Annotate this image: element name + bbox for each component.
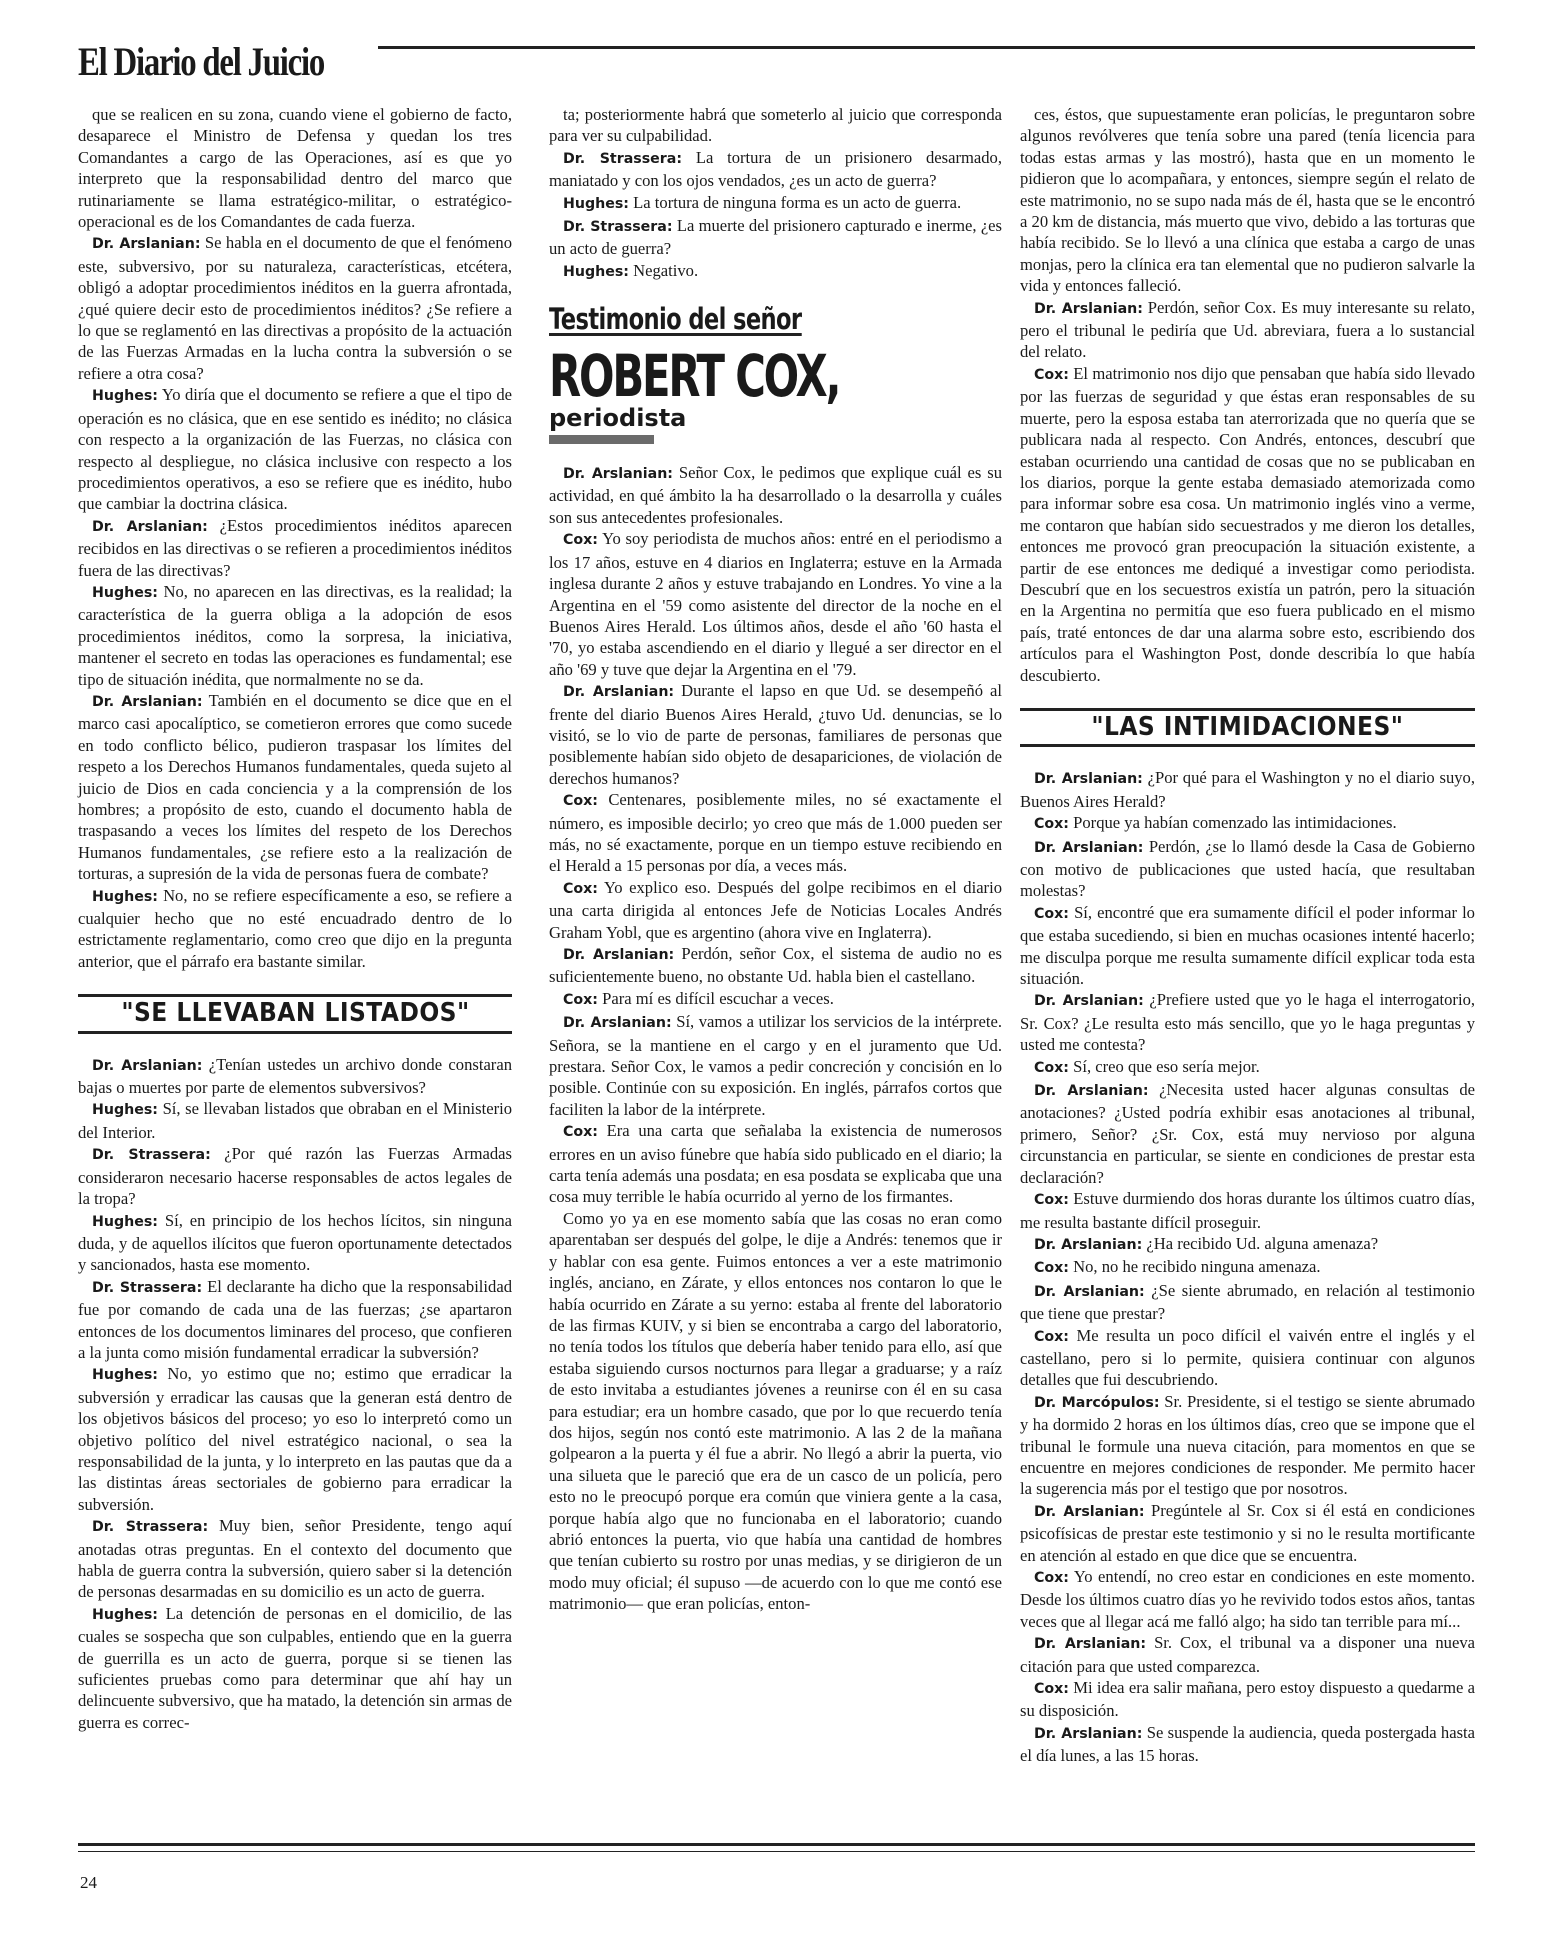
transcript-paragraph	[1020, 297, 1475, 363]
speaker-label: Dr. Strassera:	[92, 1519, 209, 1536]
speaker-label: Dr. Arslanian:	[1034, 1236, 1143, 1253]
transcript-paragraph	[78, 1603, 512, 1733]
speaker-label: Cox:	[563, 991, 598, 1008]
transcript-paragraph	[1020, 836, 1475, 902]
paragraph-text: No, no aparecen en las directivas, es la realidad; la característica de la guerra obliga a la adopción de esos procedimientos inéditos, como la sorpresa, la iniciativa, mantener el secreto en todas las operaciones es fundamental; ese tipo de situación inédita, que normalmente no se da.	[78, 581, 512, 689]
paragraph-text: Se habla en el documento de que el fenómeno este, subversivo, por su naturaleza, características, etcétera, obligó a adoptar procedimientos inéditos en la guerra afrontada, ¿qué quiere decir esto de procedimientos inéditos? ¿Se refiere a lo que se reglamentó en las directivas a propósito de la actuación de las Fuerzas Armadas en la lucha contra la subversión o se refiere a otra cosa?	[78, 233, 512, 383]
paragraph-text: Sí, vamos a utilizar los servicios de la intérprete. Señora, se la mantiene en el cargo y en el juramento que Ud. prestara. Señor Cox, le vamos a pedir concreción y concisión en lo posible. Continúe con su exposición. En inglés, párrafos cortos que faciliten la labor de la intérprete.	[549, 1012, 1002, 1119]
transcript-paragraph	[1020, 1280, 1475, 1325]
footer-rule-thin	[78, 1851, 1475, 1852]
paragraph-text: ¿Por qué para el Washington y no el diario suyo, Buenos Aires Herald?	[1020, 768, 1475, 811]
transcript-paragraph	[549, 877, 1002, 943]
paragraph-text: Centenares, posiblemente miles, no sé exactamente el número, es imposible decirlo; yo creo que más de 1.000 pueden ser más, no sé exactamente, porque en un tiempo estuve recibiendo en el Herald a 15 personas por día, a veces más.	[549, 790, 1002, 876]
speaker-label: Hughes:	[92, 1367, 158, 1384]
paragraph-text: ta; posteriormente habrá que someterlo al juicio que corresponda para ver su culpabilidad.	[549, 105, 1002, 146]
speaker-label: Dr. Strassera:	[563, 219, 673, 236]
speaker-label: Dr. Arslanian:	[563, 684, 675, 701]
transcript-paragraph	[78, 581, 512, 690]
paragraph-text: ¿Tenían ustedes un archivo donde constaran bajas o muertes por parte de elementos subversivos?	[78, 1054, 512, 1098]
transcript-paragraph	[549, 943, 1002, 988]
speaker-label: Dr. Arslanian:	[92, 1057, 203, 1074]
section-heading	[78, 994, 512, 1033]
paragraph-text: El declarante ha dicho que la responsabilidad fue por comando de cada una de las fuerzas; ¿se apartaron entonces de los documentos liminares del proceso, que confieren a la junta como misión fundamental erradicar la subversión?	[78, 1276, 512, 1362]
paragraph-text: Señor Cox, le pedimos que explique cuál es su actividad, en qué ámbito la ha desarrollado o la desarrolla y cuáles son sus antecedentes profesionales.	[549, 463, 1002, 527]
section-heading-text: "LAS INTIMIDACIONES"	[1091, 711, 1404, 742]
transcript-paragraph	[1020, 1500, 1475, 1566]
paragraph-text: También en el documento se dice que en el marco casi apocalíptico, se cometieron errores que como sucede en todo conflicto bélico, pudieron traspasar los límites del respeto a los Derechos Humanos fundamentales, queda sujeto al juicio de Dios en cada conciencia y a la comprensión de los hombres; a propósito de esto, cuando el documento habla de traspasando a veces los límites del respeto de los Derechos Humanos fundamentales, ¿se refiere esto a la realización de torturas, a supresión de la vida de personas fuera de combate?	[78, 690, 513, 884]
transcript-paragraph	[549, 260, 1002, 283]
transcript-paragraph	[1020, 902, 1475, 990]
paragraph-text: Se suspende la audiencia, queda postergada hasta el día lunes, a las 15 horas.	[1020, 1722, 1476, 1766]
speaker-label: Dr. Arslanian:	[1034, 993, 1144, 1010]
transcript-paragraph	[78, 690, 512, 885]
transcript-paragraph	[78, 104, 512, 232]
paragraph-text: No, yo estimo que no; estimo que erradicar la subversión y erradicar las causas que la generan está dentro de los objetivos básicos del proceso; yo eso lo interpretó como un objetivo político del nivel estratégico nacional, o sea la responsabilidad de la junta, y lo interpreto en las pautas que da a las distintas áreas sectoriales de gobierno para erradicar la subversión.	[78, 1364, 512, 1514]
speaker-label: Cox:	[1034, 1570, 1069, 1586]
speaker-label: Hughes:	[563, 263, 629, 280]
speaker-label: Dr. Arslanian:	[1034, 300, 1143, 317]
masthead	[78, 38, 1475, 88]
footer-rule	[78, 1843, 1475, 1846]
decorative-bar	[549, 435, 654, 444]
column-1	[78, 104, 512, 1733]
publication-title: El Diario del Juicio	[78, 39, 324, 84]
speaker-label: Dr. Arslanian:	[563, 466, 673, 483]
transcript-paragraph	[1020, 1677, 1475, 1722]
paragraph-text: Yo explico eso. Después del golpe recibimos en el diario una carta dirigida al entonces Jefe de Noticias Locales Andrés Graham Yobl, que es argentino (ahora vive en Inglaterra).	[549, 877, 1002, 942]
transcript-paragraph	[549, 462, 1002, 528]
transcript-paragraph	[78, 384, 512, 514]
speaker-label: Dr. Arslanian:	[92, 693, 203, 710]
transcript-paragraph	[1020, 363, 1475, 686]
speaker-label: Dr. Arslanian:	[563, 1015, 672, 1032]
transcript-paragraph	[78, 1363, 512, 1515]
transcript-paragraph	[549, 988, 1002, 1011]
speaker-label: Dr. Arslanian:	[92, 518, 208, 535]
transcript-paragraph	[78, 515, 512, 581]
transcript-paragraph	[549, 215, 1002, 260]
speaker-label: Dr. Arslanian:	[1034, 839, 1144, 856]
paragraph-text: La tortura de ninguna forma es un acto de guerra.	[633, 192, 962, 212]
speaker-label: Cox:	[563, 793, 598, 810]
paragraph-text: Pregúntele al Sr. Cox si él está en condiciones psicofísicas de prestar este testimonio y si no le resulta mortificante en atención al estado en que dice que se encuentra.	[1020, 1500, 1475, 1565]
transcript-paragraph	[1020, 1632, 1475, 1677]
paragraph-text: La tortura de un prisionero desarmado, maniatado y con los ojos vendados, ¿es un acto de guerra?	[549, 147, 1003, 191]
transcript-paragraph	[1020, 1722, 1475, 1767]
paragraph-text: Yo soy periodista de muchos años: entré en el periodismo a los 17 años, estuve en 4 diarios en Inglaterra; estuve en la Armada inglesa durante 2 años y estuve trabajando en Londres. Yo vine a la Argentina en el '59 como asistente del director de la noche en el Buenos Aires Herald. Los últimos años, desde el año '60 hasta el '70, yo estaba ascendiendo en el diario y llegué a ser director en el año '69 y tuve que dejar la Argentina en el '79.	[549, 529, 1002, 679]
transcript-paragraph	[78, 232, 512, 384]
speaker-label: Dr. Arslanian:	[1034, 1283, 1145, 1300]
paragraph-text: Porque ya habían comenzado las intimidaciones.	[1073, 813, 1397, 833]
speaker-label: Dr. Arslanian:	[1034, 771, 1143, 788]
transcript-paragraph	[1020, 1325, 1475, 1391]
transcript-paragraph	[549, 680, 1002, 789]
paragraph-text: Sr. Presidente, si el testigo se siente abrumado y ha dormido 2 horas en los últimos días, creo que se impone que el tribunal le formule una nueva citación, para momentos en que se encuentre en mejores condiciones de responder. Me permito hacer la sugerencia más por el testigo que por nosotros.	[1020, 1391, 1475, 1499]
speaker-label: Dr. Arslanian:	[92, 236, 201, 253]
transcript-paragraph	[1020, 1079, 1475, 1188]
paragraph-text: Como yo ya en ese momento sabía que las cosas no eran como aparentaban ser después del golpe, le dije a Andrés: tenemos que ir y hablar con esa gente. Fuimos entonces a ver a este matrimonio inglés, anciano, en Zárate, y ellos entonces nos contaron lo que le había ocurrido en Zárate a su yerno: estaba al frente del laboratorio de las firmas KUIV, y si bien se encontraba a cargo del laboratorio, no tenía todos los títulos que debería haber tenido para ello, así que estaba siguiendo cursos nocturnos para llegar a graduarse; y a raíz de esto invitaba a estudiantes jóvenes a reunirse con él en su casa para estudiar; era un hombre casado, que por lo que recuerdo tenía dos hijos, según nos contó este matrimonio. A las 2 de la mañana golpearon a la puerta y él fue a abrir. No llegó a abrir la puerta, vio una silueta que le pareció que era de un casco de un policía, pero esto no le preocupó porque era común que viniera gente a la casa, porque había algo que no funcionaba en el laboratorio; cuando abrió entonces la puerta, vio que había una cantidad de hombres que tenían cubierto su rostro por unas medias, y se dirigieron de un modo muy oficial; él supuso —de acuerdo con lo que me contó ese matrimonio— que eran policías, enton-	[549, 1208, 1002, 1614]
speaker-label: Dr. Arslanian:	[563, 947, 675, 963]
transcript-paragraph	[78, 1054, 512, 1099]
paragraph-text: Perdón, señor Cox. Es muy interesante su relato, pero el tribunal le pediría que Ud. abreviara, fuera a lo sustancial del relato.	[1020, 297, 1476, 362]
transcript-paragraph	[549, 104, 1002, 147]
speaker-label: Cox:	[1034, 1192, 1069, 1209]
paragraph-text: Era una carta que señalaba la existencia de numerosos errores en un aviso fúnebre que había sido publicado en el diario; la carta tenía además una posdata; en esa posdata se explicaba que una cosa muy terrible le había ocurrido al yerno de los firmantes.	[549, 1121, 1002, 1207]
speaker-label: Hughes:	[92, 388, 158, 405]
speaker-label: Hughes:	[92, 584, 158, 601]
transcript-paragraph	[1020, 989, 1475, 1055]
paragraph-text: Sr. Cox, el tribunal va a disponer una nueva citación para que usted comparezca.	[1020, 1633, 1476, 1676]
transcript-paragraph	[549, 192, 1002, 215]
paragraph-text: ¿Prefiere usted que yo le haga el interrogatorio, Sr. Cox? ¿Le resulta esto más sencillo, que yo le haga preguntas y usted me contesta?	[1020, 990, 1476, 1055]
transcript-paragraph	[549, 789, 1002, 877]
paragraph-text: Estuve durmiendo dos horas durante los últimos cuatro días, me resulta bastante difícil proseguir.	[1020, 1189, 1475, 1232]
section-heading-text: "SE LLEVABAN LISTADOS"	[120, 998, 470, 1029]
paragraph-text: ¿Por qué razón las Fuerzas Armadas consideraron necesario hacerse responsables de actos legales de la tropa?	[78, 1144, 512, 1209]
transcript-paragraph	[1020, 1391, 1475, 1500]
transcript-paragraph	[1020, 1233, 1475, 1256]
speaker-label: Cox:	[1034, 816, 1069, 833]
transcript-paragraph	[78, 1143, 512, 1209]
speaker-label: Dr. Arslanian:	[1034, 1083, 1149, 1100]
speaker-label: Cox:	[1034, 905, 1069, 922]
paragraph-text: Perdón, ¿se lo llamó desde la Casa de Gobierno con motivo de publicaciones que usted hacía, que resultaban molestas?	[1020, 836, 1476, 901]
witness-name: ROBERT COX,	[549, 341, 840, 410]
transcript-paragraph	[78, 1276, 512, 1364]
speaker-label: Hughes:	[563, 195, 629, 212]
paragraph-text: Para mí es difícil escuchar a veces.	[602, 988, 834, 1008]
speaker-label: Hughes:	[92, 1606, 158, 1623]
transcript-paragraph	[549, 147, 1002, 192]
transcript-paragraph	[1020, 767, 1475, 812]
speaker-label: Cox:	[1034, 1328, 1069, 1345]
transcript-paragraph	[78, 885, 512, 973]
column-3	[1020, 104, 1475, 1767]
paragraph-text: La muerte del prisionero capturado e inerme, ¿es un acto de guerra?	[549, 216, 1003, 259]
transcript-paragraph	[78, 1098, 512, 1143]
speaker-label: Cox:	[1034, 366, 1069, 383]
speaker-label: Dr. Strassera:	[563, 150, 683, 167]
paragraph-text: Sí, creo que eso sería mejor.	[1073, 1056, 1260, 1076]
transcript-paragraph	[1020, 1056, 1475, 1079]
masthead-rule	[378, 46, 1475, 49]
speaker-label: Dr. Arslanian:	[1034, 1636, 1147, 1653]
paragraph-text: Sí, en principio de los hechos lícitos, sin ninguna duda, y de aquellos ilícitos que fueron oportunamente detectados y sancionados, hasta ese momento.	[78, 1210, 512, 1275]
paragraph-text: Durante el lapso en que Ud. se desempeñó al frente del diario Buenos Aires Herald, ¿tuvo Ud. denuncias, se lo visitó, se lo vio de parte de personas, familiares de personas que posiblemente habían sido objeto de desapariciones, de violación de derechos humanos?	[549, 681, 1002, 788]
section-heading	[1020, 708, 1475, 747]
column-2	[549, 104, 1002, 1615]
speaker-label: Hughes:	[92, 888, 158, 905]
paragraph-text: Negativo.	[633, 260, 699, 280]
paragraph-text: Muy bien, señor Presidente, tengo aquí anotadas otras preguntas. En el contexto del documento que habla de guerra contra la subversión, quiero saber si la detención de personas desarmadas en su domicilio es un acto de guerra.	[78, 1516, 512, 1602]
paragraph-text: Perdón, señor Cox, el sistema de audio no es suficientemente bueno, no obstante Ud. habla bien el castellano.	[549, 944, 1003, 987]
speaker-label: Cox:	[563, 532, 598, 549]
transcript-paragraph	[549, 1208, 1002, 1615]
paragraph-text: La detención de personas en el domicilio, de las cuales se sospecha que son culpables, entiendo que en la guerra de guerrilla es un acto de guerra, porque si se tienen las suficientes pruebas como para determinar que ahí hay un delincuente subversivo, que ha matado, la detención sin armas de guerra es correc-	[78, 1603, 512, 1732]
paragraph-text: que se realicen en su zona, cuando viene el gobierno de facto, desaparece el Ministro de Defensa y quedan los tres Comandantes a cargo de las Operaciones, así es que yo interpreto que la responsabilidad dentro del marco que rutinariamente se llama estratégico-militar, o estratégico-operacional es de los Comandantes de cada fuerza.	[78, 105, 512, 232]
paragraph-text: No, no se refiere específicamente a eso, se refiere a cualquier hecho que no esté encuadrado dentro de lo estrictamente reglamentario, como creo que dijo en la pregunta anterior, que el párrafo era bastante similar.	[78, 885, 512, 971]
paragraph-text: ¿Estos procedimientos inéditos aparecen recibidos en las directivas o se refieren a procedimientos inéditos fuera de las directivas?	[78, 515, 513, 580]
testimony-header	[549, 302, 1002, 444]
speaker-label: Hughes:	[92, 1102, 158, 1119]
speaker-label: Dr. Strassera:	[92, 1147, 211, 1164]
testimony-kicker: Testimonio del señor	[549, 302, 802, 337]
paragraph-text: No, no he recibido ninguna amenaza.	[1073, 1257, 1321, 1277]
transcript-paragraph	[78, 1515, 512, 1603]
paragraph-text: ¿Ha recibido Ud. alguna amenaza?	[1146, 1233, 1379, 1253]
transcript-paragraph	[1020, 1188, 1475, 1233]
transcript-paragraph	[549, 1011, 1002, 1120]
speaker-label: Cox:	[1034, 1260, 1069, 1277]
speaker-label: Cox:	[1034, 1681, 1069, 1698]
speaker-label: Cox:	[563, 880, 598, 897]
transcript-paragraph	[1020, 104, 1475, 297]
paragraph-text: ces, éstos, que supuestamente eran policías, le preguntaron sobre algunos revólveres que tenía sobre una pared (tenía licencia para todas estas armas y las mostró), hasta que en un momento le pidieron que lo acompañara, y entonces, siempre según el relato de este matrimonio, no se supo nada más de él, hasta que se le encontró a 20 km de distancia, más muerto que vivo, debido a las torturas que había recibido. Se lo llevó a una clínica que estaba a cargo de unas monjas, pero la clínica era tan elemental que no pudieron salvarle la vida y entonces falleció.	[1020, 105, 1475, 296]
speaker-label: Dr. Arslanian:	[1034, 1725, 1143, 1742]
paragraph-text: El matrimonio nos dijo que pensaban que había sido llevado por las fuerzas de seguridad y que éstas eran responsables de su muerte, pero la esposa estaba tan aterrorizada que no quería que se publicara nada al respecto. Con Andrés, entonces, descubrí que estaban ocurriendo una cantidad de cosas que no se publicaban en los diarios, porque la gente estaba demasiado atemorizada como para informar sobre esa cosa. Un matrimonio inglés vino a verme, me contaron que habían sido secuestrados y me dieron los detalles, entonces me provocó gran preocupación la situación existente, a partir de ese entonces me dediqué a investigar como periodista. Descubrí que en los secuestros existía un patrón, pero la situación en la Argentina no permitía que eso fuera publicado en el mismo país, traté entonces de dar una alarma sobre esto, escribiendo dos artículos para el Washington Post, donde describía lo que había descubierto.	[1020, 363, 1475, 685]
page-number: 24	[80, 1873, 97, 1892]
speaker-label: Cox:	[563, 1124, 598, 1141]
paragraph-text: Yo entendí, no creo estar en condiciones en este momento. Desde los últimos cuatro días yo he revivido todos estos años, tantas veces que al llegar acá me falló algo; ha sido tan terrible para mí...	[1020, 1567, 1475, 1631]
transcript-paragraph	[1020, 1566, 1475, 1632]
transcript-paragraph	[1020, 1256, 1475, 1279]
speaker-label: Hughes:	[92, 1213, 158, 1230]
transcript-paragraph	[1020, 812, 1475, 835]
paragraph-text: Me resulta un poco difícil el vaivén entre el inglés y el castellano, pero si lo permite, quisiera continuar con algunos detalles que fui descubriendo.	[1020, 1325, 1475, 1390]
paragraph-text: Yo diría que el documento se refiere a que el tipo de operación es no clásica, que en ese sentido es inédito; no clásica con respecto a la organización de las Fuerzas, no clásica con respecto al despliegue, no clásica inclusive con respecto a los procedimientos operativos, a eso se refiere que es inédito, hubo que cambiar la doctrina clásica.	[78, 385, 512, 514]
speaker-label: Dr. Marcópulos:	[1034, 1394, 1160, 1411]
paragraph-text: ¿Se siente abrumado, en relación al testimonio que tiene que prestar?	[1020, 1280, 1475, 1324]
speaker-label: Cox:	[1034, 1059, 1069, 1076]
paragraph-text: Mi idea era salir mañana, pero estoy dispuesto a quedarme a su disposición.	[1020, 1678, 1475, 1721]
speaker-label: Dr. Strassera:	[92, 1279, 203, 1296]
transcript-paragraph	[78, 1210, 512, 1276]
transcript-paragraph	[549, 528, 1002, 680]
paragraph-text: ¿Necesita usted hacer algunas consultas de anotaciones? ¿Usted podría exhibir esas anotaciones al tribunal, primero, Señor? ¿Sr. Cox, está muy nervioso por alguna circunstancia en particular, se siente en condiciones de prestar esta declaración?	[1020, 1080, 1475, 1187]
transcript-paragraph	[549, 1120, 1002, 1208]
speaker-label: Dr. Arslanian:	[1034, 1503, 1145, 1520]
paragraph-text: Sí, encontré que era sumamente difícil el poder informar lo que estaba sucediendo, si bien en muchas ocasiones intenté hacerlo; me disculpa porque me resulta sumamente difícil explicar toda esta situación.	[1020, 902, 1475, 989]
witness-role: periodista	[549, 403, 687, 432]
paragraph-text: Sí, se llevaban listados que obraban en el Ministerio del Interior.	[78, 1099, 512, 1142]
